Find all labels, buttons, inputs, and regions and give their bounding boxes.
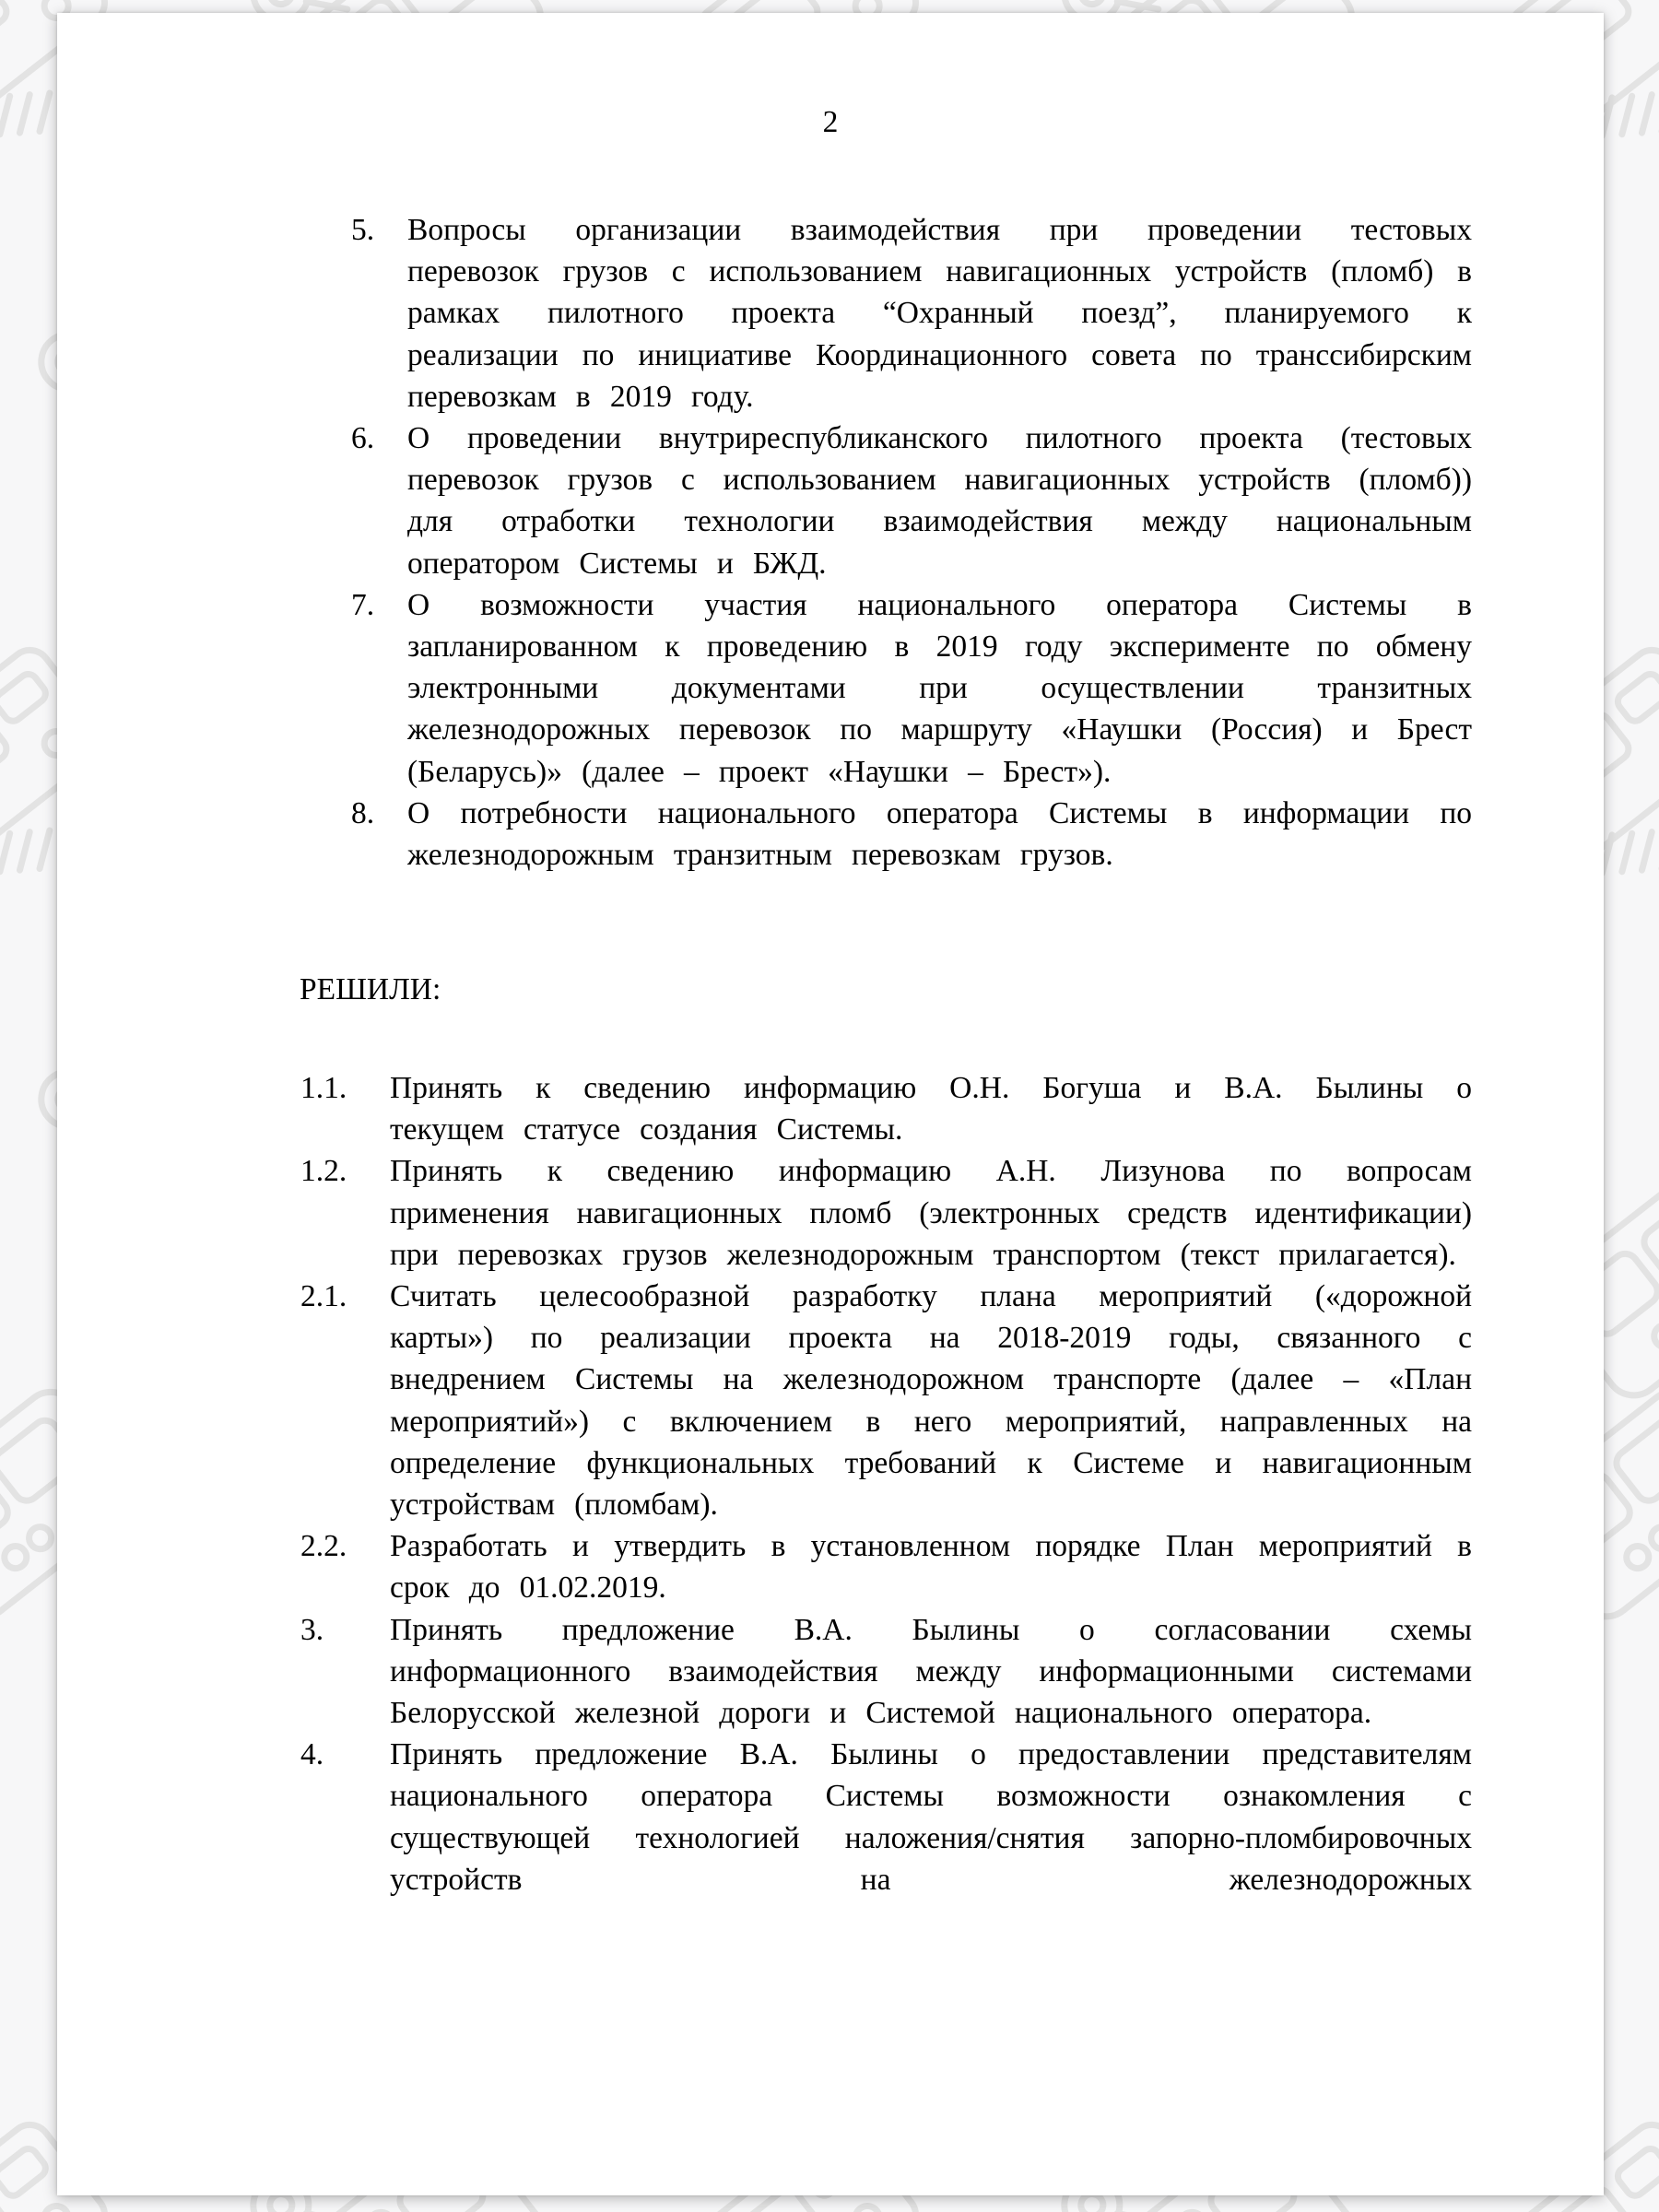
- resolution-item-number: 3.: [300, 1612, 324, 1647]
- agenda-item: [351, 793, 1472, 876]
- agenda-item: [351, 418, 1472, 584]
- resolution-item-text: Считать целесообразной разработку плана мероприятий («дорожной карты») по реализации проекта на 2018-2019 годы, связанного с внедрением Системы на железнодорожном транспорте (далее – «План мероприятий») с включением в него мероприятий, направленных на определение функциональных требований к Системе и навигационным устройствам (пломбам).: [390, 1279, 1472, 1523]
- agenda-item-number: 6.: [351, 421, 375, 456]
- resolution-item-number: 2.2.: [300, 1529, 347, 1564]
- resolution-item-number: 1.2.: [300, 1154, 347, 1189]
- resolution-item-number: 1.1.: [300, 1071, 347, 1105]
- agenda-item-text: О проведении внутриреспубликанского пилотного проекта (тестовых перевозок грузов с использованием навигационных устройств (пломб)) для отработки технологии взаимодействия между национальным оператором Системы и БЖД.: [407, 421, 1472, 581]
- resolution-item: [300, 1609, 1472, 1735]
- page-number: 2: [822, 105, 839, 139]
- resolution-item-text: Разработать и утвердить в установленном порядке План мероприятий в срок до 01.02.2019.: [390, 1529, 1472, 1606]
- agenda-item: [351, 584, 1472, 793]
- resolution-item-number: 2.1.: [300, 1279, 347, 1314]
- resolution-item-text: Принять к сведению информацию А.Н. Лизунова по вопросам применения навигационных пломб (электронных средств идентификации) при перевозках грузов железнодорожным транспортом (текст прилагается).: [390, 1154, 1472, 1272]
- resolution-item: [300, 1150, 1472, 1276]
- resolution-item-text: Принять предложение В.А. Былины о согласовании схемы информационного взаимодействия между информационными системами Белорусской железной дороги и Системой национального оператора.: [390, 1612, 1472, 1731]
- agenda-item: [351, 209, 1472, 418]
- resolution-item-text: Принять к сведению информацию О.Н. Богуша и В.А. Былины о текущем статусе создания Системы.: [390, 1071, 1472, 1147]
- resolution-list: [300, 1067, 1472, 1900]
- agenda-item-number: 8.: [351, 795, 375, 830]
- agenda-item-text: Вопросы организации взаимодействия при проведении тестовых перевозок грузов с использованием навигационных устройств (пломб) в рамках пилотного проекта “Охранный поезд”, планируемого к реализации по инициативе Координационного совета по транссибирским перевозкам в 2019 году.: [407, 213, 1472, 414]
- resolution-item: [300, 1734, 1472, 1900]
- resolution-heading: РЕШИЛИ:: [300, 972, 441, 1006]
- resolution-item-number: 4.: [300, 1737, 324, 1772]
- resolution-item: [300, 1525, 1472, 1608]
- agenda-list: [351, 209, 1472, 876]
- document-page: [57, 13, 1604, 2195]
- agenda-item-text: О возможности участия национального оператора Системы в запланированном к проведению в 2019 году эксперименте по обмену электронными документами при осуществлении транзитных железнодорожных перевозок по маршруту «Наушки (Россия) и Брест (Беларусь)» (далее – проект «Наушки – Брест»).: [407, 587, 1472, 789]
- agenda-item-number: 5.: [351, 213, 375, 247]
- resolution-item-text: Принять предложение В.А. Былины о предоставлении представителям национального оператора Системы возможности ознакомления с существующей технологией наложения/снятия запорно-пломбировочных устройств на железнодорожных: [390, 1737, 1472, 1897]
- resolution-item: [300, 1276, 1472, 1525]
- agenda-item-text: О потребности национального оператора Системы в информации по железнодорожным транзитным перевозкам грузов.: [407, 795, 1472, 873]
- agenda-item-number: 7.: [351, 587, 375, 622]
- resolution-item: [300, 1067, 1472, 1150]
